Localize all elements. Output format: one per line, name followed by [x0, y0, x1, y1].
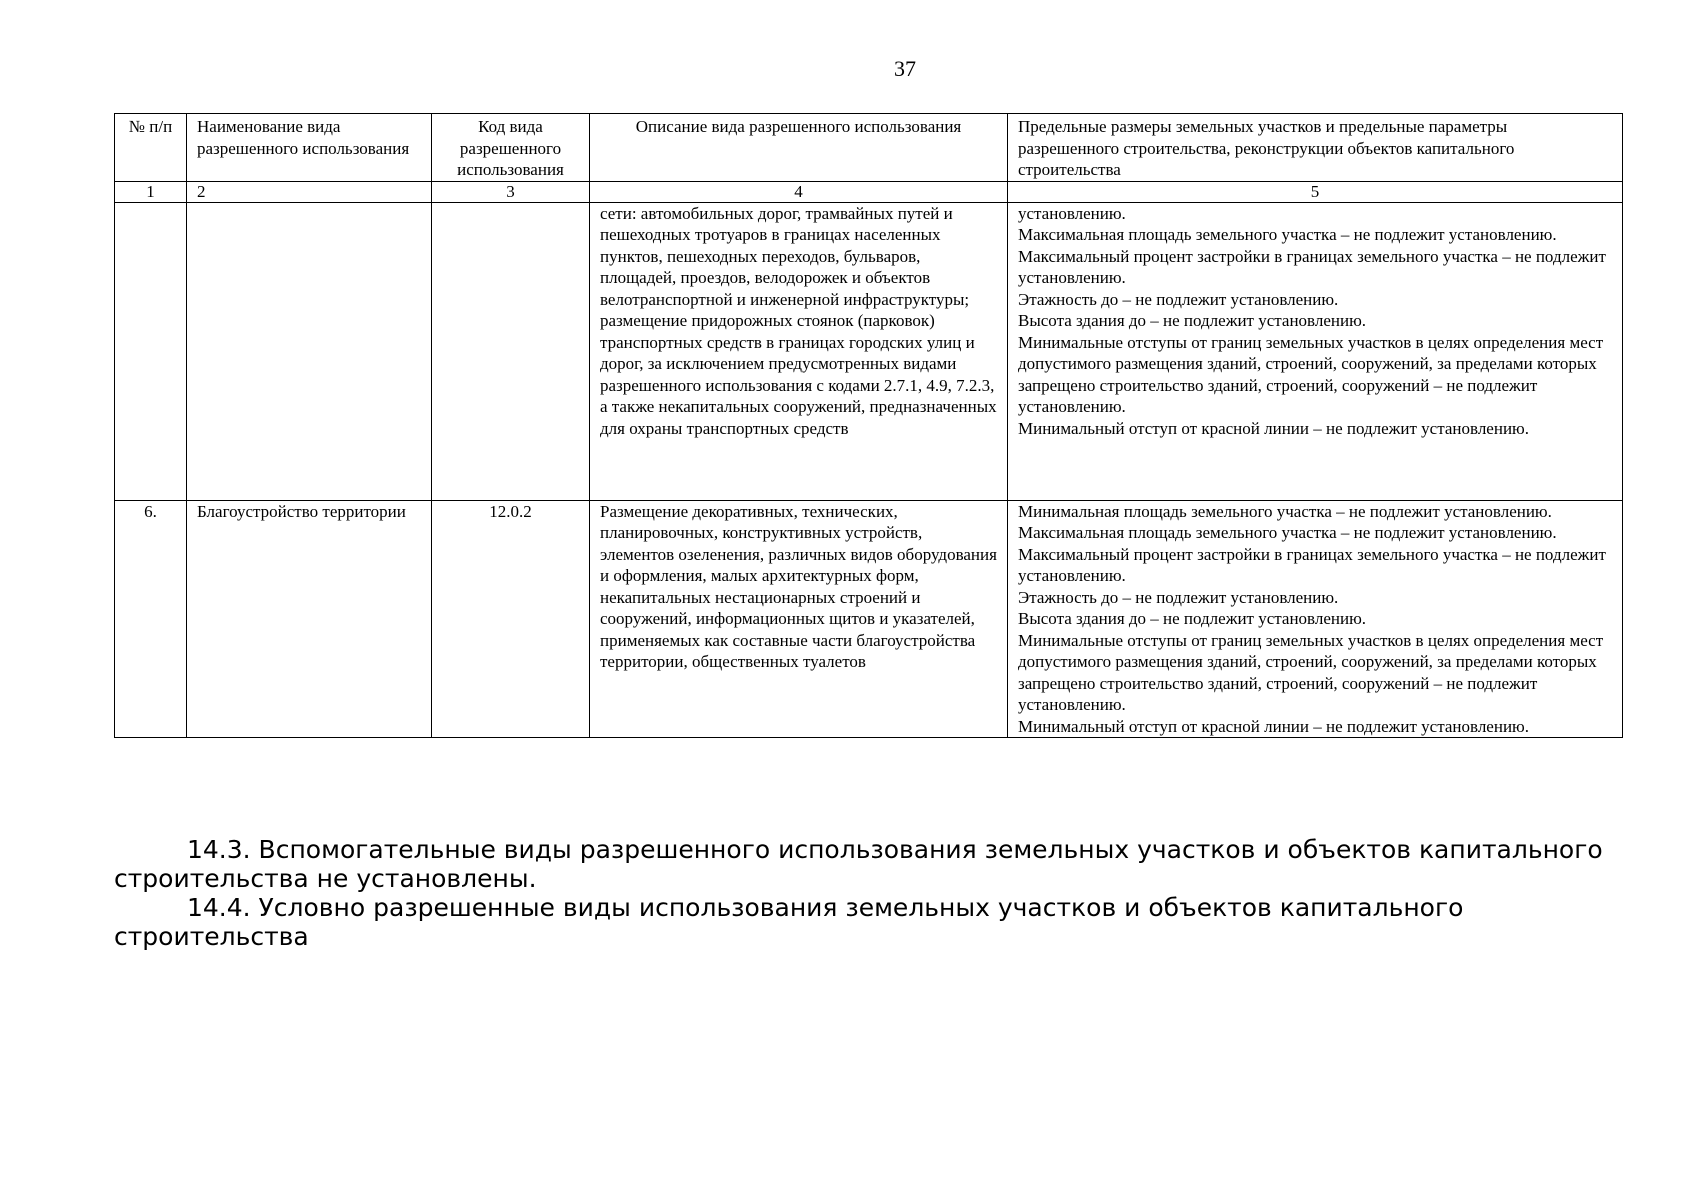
table-row — [115, 202, 1623, 500]
column-number: 2 — [187, 181, 432, 202]
paragraph-14-4: 14.4. Условно разрешенные виды использования земельных участков и объектов капитального строительства — [114, 893, 1464, 951]
header-description: Описание вида разрешенного использования — [590, 114, 1008, 182]
param-line: Минимальный отступ от красной линии – не подлежит установлению. — [1018, 418, 1529, 438]
row-num: 6. — [115, 500, 187, 738]
param-line: Минимальные отступы от границ земельных участков в целях определения мест допустимого размещения зданий, строений, сооружений, за пределами которых запрещено строительство зданий, строений, сооружений – не подлежит установлению. — [1018, 630, 1604, 714]
header-params: Предельные размеры земельных участков и предельные параметры разрешенного строительства, реконструкции объектов капитального строительства — [1008, 114, 1623, 182]
body-text — [114, 835, 1622, 951]
table-header-row — [115, 114, 1623, 182]
param-line: Минимальный отступ от красной линии – не подлежит установлению. — [1018, 716, 1529, 736]
param-line: Максимальный процент застройки в границах земельного участка – не подлежит установлению. — [1018, 246, 1606, 287]
param-line: Максимальный процент застройки в границах земельного участка – не подлежит установлению. — [1018, 544, 1606, 585]
row-code: 12.0.2 — [432, 500, 590, 738]
row-num — [115, 202, 187, 500]
row-params — [1008, 202, 1623, 500]
land-use-table — [114, 113, 1623, 738]
param-line: Максимальная площадь земельного участка – не подлежит установлению. — [1018, 523, 1557, 542]
header-name: Наименование вида разрешенного использования — [187, 114, 432, 182]
header-code: Код вида разрешенного использования — [432, 114, 590, 182]
param-line: Этажность до – не подлежит установлению. — [1018, 587, 1339, 607]
column-number: 5 — [1008, 181, 1623, 202]
row-params — [1008, 500, 1623, 738]
param-line: установлению. — [1018, 203, 1126, 223]
param-line: Высота здания до – не подлежит установлению. — [1018, 609, 1367, 628]
param-line: Максимальная площадь земельного участка – не подлежит установлению. — [1018, 225, 1557, 244]
param-line: Минимальные отступы от границ земельных участков в целях определения мест допустимого размещения зданий, строений, сооружений, за пределами которых запрещено строительство зданий, строений, сооружений – не подлежит установлению. — [1018, 332, 1604, 416]
param-line: Этажность до – не подлежит установлению. — [1018, 289, 1339, 309]
row-name — [187, 202, 432, 500]
column-number-row — [115, 181, 1623, 202]
table-row — [115, 500, 1623, 738]
row-description: Размещение декоративных, технических, планировочных, конструктивных устройств, элементов озеленения, различных видов оборудования и оформления, малых архитектурных форм, некапитальных нестационарных строений и сооружений, информационных щитов и указателей, применяемых как составные части благоустройства территории, общественных туалетов — [590, 500, 1008, 738]
paragraph-14-3: 14.3. Вспомогательные виды разрешенного использования земельных участков и объектов капитального строительства не установлены. — [114, 835, 1603, 893]
row-name: Благоустройство территории — [187, 500, 432, 738]
column-number: 3 — [432, 181, 590, 202]
column-number: 4 — [590, 181, 1008, 202]
param-line: Минимальная площадь земельного участка – не подлежит установлению. — [1018, 501, 1552, 521]
page-number: 37 — [894, 56, 916, 81]
row-code — [432, 202, 590, 500]
header-num: № п/п — [115, 114, 187, 182]
column-number: 1 — [115, 181, 187, 202]
param-line: Высота здания до – не подлежит установлению. — [1018, 311, 1367, 330]
row-description: сети: автомобильных дорог, трамвайных путей и пешеходных тротуаров в границах населенных пунктов, пешеходных переходов, бульваров, площадей, проездов, велодорожек и объектов велотранспортной и инженерной инфраструктуры; размещение придорожных стоянок (парковок) транспортных средств в границах городских улиц и дорог, за исключением предусмотренных видами разрешенного использования с кодами 2.7.1, 4.9, 7.2.3, а также некапитальных сооружений, предназначенных для охраны транспортных средств — [590, 202, 1008, 500]
